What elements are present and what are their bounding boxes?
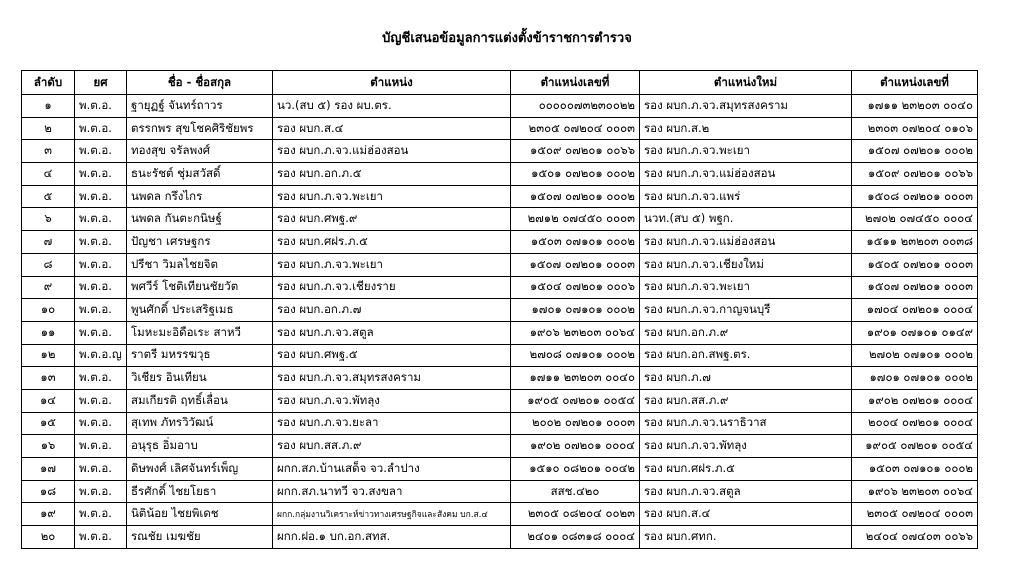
cell-new-position-number: ๑๕๐๕ ๐๗๒๐๑ ๐๐๐๓ (852, 253, 978, 276)
cell-new-position-number: ๑๙๐๕ ๐๗๒๐๑ ๐๐๕๔ (852, 435, 978, 458)
cell-position-number: ๐๐๐๐๐๗๓๒๓๐๐๒๒ (511, 95, 640, 118)
cell-position-number: ๑๕๐๔ ๐๗๒๐๑ ๐๐๐๖ (511, 276, 640, 299)
cell-position-number: ๑๕๐๗ ๐๗๒๐๑ ๐๐๐๓ (511, 253, 640, 276)
cell-position-number: ๑๕๐๗ ๐๗๒๐๑ ๐๐๐๒ (511, 185, 640, 208)
cell-name: นพดล กันตะกนิษฐ์ (127, 208, 273, 231)
cell-order: ๘ (22, 253, 75, 276)
cell-name: ปรีชา วิมลไชยจิต (127, 253, 273, 276)
cell-name: พูนศักดิ์ ประเสริฐเมธ (127, 299, 273, 322)
table-header-row (22, 71, 978, 95)
cell-position: รอง ผบก.ภ.จว.สมุทรสงคราม (273, 367, 511, 390)
cell-new-position: รอง ผบก.อก.ภ.๙ (640, 321, 852, 344)
cell-order: ๑๖ (22, 435, 75, 458)
table-row (22, 458, 978, 481)
cell-rank: พ.ต.อ. (75, 458, 127, 481)
cell-rank: พ.ต.อ. (75, 231, 127, 254)
cell-position-number: ๑๗๐๑ ๐๗๑๐๑ ๐๐๐๒ (511, 299, 640, 322)
cell-position-number: ๑๕๐๙ ๐๗๒๐๑ ๐๐๖๖ (511, 140, 640, 163)
cell-new-position: รอง ผบก.ภ.จว.เชียงใหม่ (640, 253, 852, 276)
cell-new-position-number: ๑๕๐๗ ๐๗๒๐๑ ๐๐๐๓ (852, 276, 978, 299)
header-new-position: ตำแหน่งใหม่ (640, 71, 852, 95)
table-row (22, 435, 978, 458)
table-row (22, 480, 978, 503)
cell-new-position-number: ๑๕๐๗ ๐๗๒๐๑ ๐๐๐๒ (852, 140, 978, 163)
cell-new-position: รอง ผบก.ภ.จว.แม่ฮ่องสอน (640, 163, 852, 186)
cell-rank: พ.ต.อ. (75, 185, 127, 208)
cell-name: รณชัย เมฆชัย (127, 526, 273, 549)
document-title: บัญชีเสนอข้อมูลการแต่งตั้งข้าราชการตำรวจ (382, 31, 632, 46)
cell-position: รอง ผบก.ศฝร.ภ.๕ (273, 231, 511, 254)
cell-new-position: รอง ผบก.ภ.จว.แพร่ (640, 185, 852, 208)
appointment-table (21, 70, 978, 549)
table-row (22, 163, 978, 186)
table-row (22, 503, 978, 526)
cell-new-position: รอง ผบก.ภ.จว.นราธิวาส (640, 412, 852, 435)
cell-order: ๑๐ (22, 299, 75, 322)
cell-name: นิติน้อย ไชยพิเดช (127, 503, 273, 526)
cell-new-position-number: ๒๓๐๓ ๐๗๒๐๔ ๐๑๐๖ (852, 117, 978, 140)
table-row (22, 95, 978, 118)
table-row (22, 526, 978, 549)
cell-position: รอง ผบก.อก.ภ.๕ (273, 163, 511, 186)
header-new-position-number: ตำแหน่งเลขที่ (852, 71, 978, 95)
table-row (22, 117, 978, 140)
cell-new-position: รอง ผบก.ภ.จว.สตูล (640, 480, 852, 503)
table-row (22, 253, 978, 276)
cell-rank: พ.ต.อ. (75, 95, 127, 118)
cell-rank: พ.ต.อ. (75, 208, 127, 231)
cell-position-number: ๒๗๑๒ ๐๗๔๕๐ ๐๐๐๓ (511, 208, 640, 231)
cell-order: ๙ (22, 276, 75, 299)
cell-position-number: ๑๕๑๐ ๐๘๒๐๑ ๐๐๔๒ (511, 458, 640, 481)
cell-order: ๑๒ (22, 344, 75, 367)
cell-position-number: ๒๓๐๕ ๐๘๒๐๔ ๐๐๒๓ (511, 503, 640, 526)
cell-new-position: รอง ผบก.อก.สพฐ.ตร. (640, 344, 852, 367)
cell-position-number: ๒๐๐๒ ๐๗๒๐๑ ๐๐๐๓ (511, 412, 640, 435)
cell-position: รอง ผบก.อก.ภ.๗ (273, 299, 511, 322)
cell-rank: พ.ต.อ. (75, 526, 127, 549)
cell-order: ๗ (22, 231, 75, 254)
table-body (22, 95, 978, 549)
header-rank: ยศ (75, 71, 127, 95)
cell-name: นพดล กรึงไกร (127, 185, 273, 208)
cell-order: ๑ (22, 95, 75, 118)
cell-position: ผกก.สภ.นาทวี จว.สงขลา (273, 480, 511, 503)
cell-position: รอง ผบก.ศพฐ.๕ (273, 344, 511, 367)
cell-position: ผกก.กลุ่มงานวิเคราะห์ข่าวทางเศรษฐกิจและสังคม บก.ส.๔ (273, 503, 511, 526)
cell-new-position: นวท.(สบ ๕) พฐก. (640, 208, 852, 231)
cell-order: ๑๓ (22, 367, 75, 390)
cell-position: รอง ผบก.ภ.จว.พะเยา (273, 253, 511, 276)
cell-name: พศวีร์ โชติเทียนชัยวัต (127, 276, 273, 299)
cell-name: ตรรกพร สุขโชคศิริชัยพร (127, 117, 273, 140)
cell-new-position-number: ๒๓๐๕ ๐๗๒๐๔ ๐๐๐๓ (852, 503, 978, 526)
cell-name: ฐายุฏฐ์ จันทร์ถาวร (127, 95, 273, 118)
cell-rank: พ.ต.อ.ญ (75, 344, 127, 367)
cell-position-number: ๑๙๐๕ ๐๗๒๐๑ ๐๐๕๔ (511, 389, 640, 412)
cell-new-position-number: ๑๙๐๒ ๐๗๒๐๑ ๐๐๐๔ (852, 389, 978, 412)
cell-position: รอง ผบก.ภ.จว.แม่ฮ่องสอน (273, 140, 511, 163)
cell-position: ผกก.สภ.บ้านเสด็จ จว.ลำปาง (273, 458, 511, 481)
table-row (22, 321, 978, 344)
cell-position: รอง ผบก.ศพฐ.๙ (273, 208, 511, 231)
cell-position-number: ๑๕๐๑ ๐๗๒๐๑ ๐๐๐๒ (511, 163, 640, 186)
cell-position-number: ๑๕๐๓ ๐๗๑๐๑ ๐๐๐๒ (511, 231, 640, 254)
cell-position: รอง ผบก.ภ.จว.พะเยา (273, 185, 511, 208)
cell-order: ๒ (22, 117, 75, 140)
cell-order: ๖ (22, 208, 75, 231)
cell-name: ทองสุข จรัลพงศ์ (127, 140, 273, 163)
cell-new-position: รอง ผบก.ภ.จว.พัทลุง (640, 435, 852, 458)
table-row (22, 208, 978, 231)
cell-rank: พ.ต.อ. (75, 163, 127, 186)
cell-position-number: ๒๔๐๑ ๐๘๓๑๘ ๐๐๐๔ (511, 526, 640, 549)
cell-name: วิเชียร อินเทียน (127, 367, 273, 390)
cell-order: ๓ (22, 140, 75, 163)
cell-position: รอง ผบก.ภ.จว.พัทลุง (273, 389, 511, 412)
cell-position-number: ๑๙๐๖ ๒๓๒๐๓ ๐๐๖๔ (511, 321, 640, 344)
cell-new-position-number: ๑๕๐๘ ๐๗๒๐๑ ๐๐๐๓ (852, 185, 978, 208)
cell-rank: พ.ต.อ. (75, 321, 127, 344)
header-order: ลำดับ (22, 71, 75, 95)
cell-position-number: สสช.๔๒๐ (511, 480, 640, 503)
cell-new-position-number: ๒๐๐๔ ๐๗๒๐๑ ๐๐๐๔ (852, 412, 978, 435)
cell-position-number: ๒๓๐๕ ๐๗๒๐๔ ๐๐๐๓ (511, 117, 640, 140)
cell-new-position: รอง ผบก.ภ.จว.กาญจนบุรี (640, 299, 852, 322)
cell-new-position-number: ๒๗๐๒ ๐๗๑๐๑ ๐๐๐๒ (852, 344, 978, 367)
cell-new-position-number: ๑๕๐๙ ๐๗๒๐๑ ๐๐๖๖ (852, 163, 978, 186)
cell-new-position: รอง ผบก.ส.๔ (640, 503, 852, 526)
cell-name: สุเทพ ภัทรวิวัฒน์ (127, 412, 273, 435)
cell-name: อนุรุธ อิ่มอาบ (127, 435, 273, 458)
table-row (22, 367, 978, 390)
cell-order: ๑๙ (22, 503, 75, 526)
cell-position: รอง ผบก.ภ.จว.ยะลา (273, 412, 511, 435)
cell-position-number: ๒๗๐๘ ๐๗๑๐๑ ๐๐๐๒ (511, 344, 640, 367)
header-position-number: ตำแหน่งเลขที่ (511, 71, 640, 95)
cell-position-number: ๑๙๐๒ ๐๗๒๐๑ ๐๐๐๔ (511, 435, 640, 458)
cell-rank: พ.ต.อ. (75, 389, 127, 412)
cell-new-position: รอง ผบก.ศฝร.ภ.๕ (640, 458, 852, 481)
cell-name: ดิษพงศ์ เลิศจันทร์เพ็ญ (127, 458, 273, 481)
cell-name: สมเกียรติ ฤทธิ์เลื่อน (127, 389, 273, 412)
cell-new-position-number: ๑๗๐๔ ๐๗๒๐๑ ๐๐๐๔ (852, 299, 978, 322)
table-row (22, 185, 978, 208)
cell-rank: พ.ต.อ. (75, 480, 127, 503)
cell-new-position-number: ๒๗๐๒ ๐๗๔๕๐ ๐๐๐๔ (852, 208, 978, 231)
cell-position: นว.(สบ ๕) รอง ผบ.ตร. (273, 95, 511, 118)
cell-new-position: รอง ผบก.ภ.จว.สมุทรสงคราม (640, 95, 852, 118)
cell-rank: พ.ต.อ. (75, 435, 127, 458)
cell-new-position: รอง ผบก.ภ.จว.พะเยา (640, 276, 852, 299)
cell-name: ธีรศักดิ์ ไชยโยธา (127, 480, 273, 503)
cell-new-position: รอง ผบก.ภ.๗ (640, 367, 852, 390)
table-row (22, 140, 978, 163)
cell-rank: พ.ต.อ. (75, 299, 127, 322)
cell-rank: พ.ต.อ. (75, 412, 127, 435)
cell-order: ๔ (22, 163, 75, 186)
table-row (22, 412, 978, 435)
cell-order: ๑๔ (22, 389, 75, 412)
cell-new-position: รอง ผบก.ภ.จว.แม่ฮ่องสอน (640, 231, 852, 254)
cell-name: ธนะรัชต์ ชุ่มสวัสดิ์ (127, 163, 273, 186)
cell-new-position-number: ๑๕๐๓ ๐๗๑๐๑ ๐๐๐๒ (852, 458, 978, 481)
cell-position: รอง ผบก.ภ.จว.เชียงราย (273, 276, 511, 299)
cell-order: ๒๐ (22, 526, 75, 549)
cell-new-position-number: ๑๗๑๑ ๒๓๒๐๓ ๐๐๔๐ (852, 95, 978, 118)
cell-position: รอง ผบก.ส.๔ (273, 117, 511, 140)
cell-rank: พ.ต.อ. (75, 503, 127, 526)
cell-order: ๑๑ (22, 321, 75, 344)
cell-new-position-number: ๑๗๐๑ ๐๗๑๐๑ ๐๐๐๒ (852, 367, 978, 390)
cell-position: รอง ผบก.สส.ภ.๙ (273, 435, 511, 458)
cell-new-position: รอง ผบก.ศทก. (640, 526, 852, 549)
cell-name: ปัญชา เศรษฐกร (127, 231, 273, 254)
cell-rank: พ.ต.อ. (75, 140, 127, 163)
table-row (22, 276, 978, 299)
cell-new-position: รอง ผบก.ภ.จว.พะเยา (640, 140, 852, 163)
cell-order: ๑๗ (22, 458, 75, 481)
cell-new-position-number: ๒๔๐๔ ๐๗๔๐๓ ๐๐๖๖ (852, 526, 978, 549)
cell-new-position-number: ๑๕๑๑ ๒๓๒๐๓ ๐๐๓๘ (852, 231, 978, 254)
table-row (22, 299, 978, 322)
cell-rank: พ.ต.อ. (75, 117, 127, 140)
cell-position: รอง ผบก.ภ.จว.สตูล (273, 321, 511, 344)
cell-order: ๕ (22, 185, 75, 208)
cell-name: ราตรี มหรรฆวุธ (127, 344, 273, 367)
cell-new-position-number: ๑๙๐๖ ๒๓๒๐๓ ๐๐๖๔ (852, 480, 978, 503)
cell-rank: พ.ต.อ. (75, 367, 127, 390)
cell-new-position: รอง ผบก.ส.๒ (640, 117, 852, 140)
cell-position-number: ๑๗๑๑ ๒๓๒๐๓ ๐๐๔๐ (511, 367, 640, 390)
cell-position: ผกก.ฝอ.๑ บก.อก.สทส. (273, 526, 511, 549)
header-position: ตำแหน่ง (273, 71, 511, 95)
table-row (22, 344, 978, 367)
cell-rank: พ.ต.อ. (75, 253, 127, 276)
cell-rank: พ.ต.อ. (75, 276, 127, 299)
table-row (22, 231, 978, 254)
cell-order: ๑๕ (22, 412, 75, 435)
cell-order: ๑๘ (22, 480, 75, 503)
cell-new-position: รอง ผบก.สส.ภ.๙ (640, 389, 852, 412)
cell-name: โมหะมะอิดือเระ สาหวี (127, 321, 273, 344)
table-row (22, 389, 978, 412)
header-name: ชื่อ - ชื่อสกุล (127, 71, 273, 95)
cell-new-position-number: ๑๙๐๑ ๐๗๑๐๑ ๐๑๔๙ (852, 321, 978, 344)
